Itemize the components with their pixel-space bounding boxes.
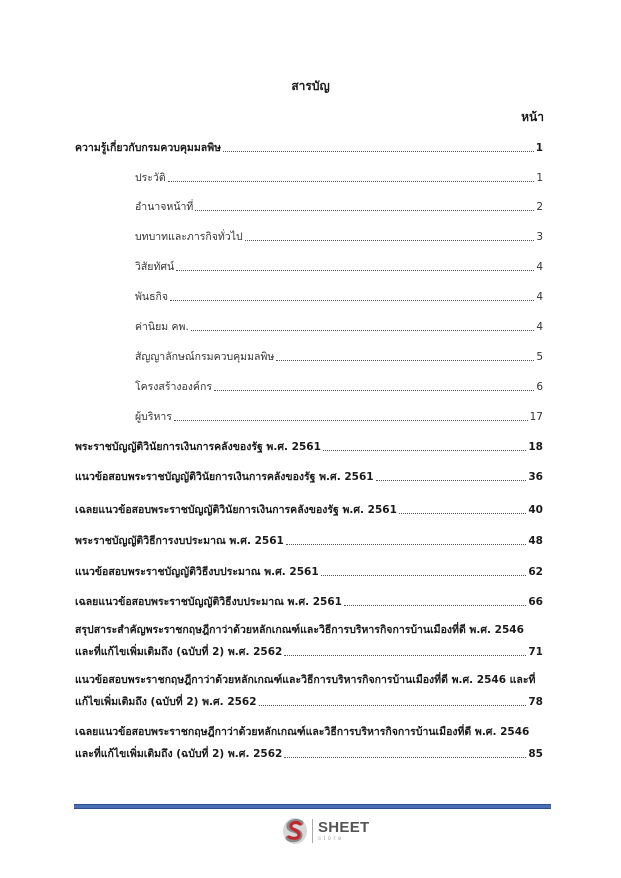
- leader-dots: [344, 605, 526, 606]
- leader-dots: [174, 420, 528, 421]
- toc-entry-page: 3: [536, 231, 543, 243]
- leader-dots: [170, 300, 534, 301]
- leader-dots: [284, 655, 526, 656]
- toc-entry-title: เฉลยแนวข้อสอบพระราชบัญญัติวิธีงบประมาณ พ.ศ. 2561: [75, 596, 342, 608]
- toc-entry-title-line1: เฉลยแนวข้อสอบพระราชกฤษฎีกาว่าด้วยหลักเกณฑ์และวิธีการบริหารกิจการบ้านเมืองที่ดี พ.ศ. 2546: [75, 726, 530, 738]
- leader-dots: [191, 330, 535, 331]
- toc-entry[interactable]: [0, 672, 621, 712]
- toc-entry-page: 18: [528, 441, 543, 453]
- toc-entry-title: ความรู้เกี่ยวกับกรมควบคุมมลพิษ: [75, 142, 222, 154]
- toc-entry-page: 1: [535, 142, 543, 154]
- toc-entry-page: 5: [536, 351, 543, 363]
- toc-entry-page: 36: [528, 471, 543, 483]
- leader-dots: [214, 390, 534, 391]
- toc-entry-page: 4: [536, 261, 543, 273]
- toc-entry-page: 48: [528, 535, 543, 547]
- leader-dots: [321, 575, 527, 576]
- leader-dots: [284, 757, 526, 758]
- toc-entry-title: เฉลยแนวข้อสอบพระราชบัญญัติวินัยการเงินการคลังของรัฐ พ.ศ. 2561: [75, 504, 397, 516]
- toc-entry-page: 66: [528, 596, 543, 608]
- sheet-store-logo: [282, 815, 370, 847]
- leader-dots: [195, 210, 534, 211]
- toc-entry-page: 4: [536, 321, 543, 333]
- leader-dots: [176, 270, 534, 271]
- toc-entry-title: ผู้บริหาร: [135, 411, 172, 423]
- leader-dots: [168, 181, 535, 182]
- toc-entry-title: โครงสร้างองค์กร: [135, 381, 212, 393]
- toc-entry-title: แนวข้อสอบพระราชบัญญัติวินัยการเงินการคลังของรัฐ พ.ศ. 2561: [75, 471, 374, 483]
- toc-entry-title: แก้ไขเพิ่มเติมถึง (ฉบับที่ 2) พ.ศ. 2562: [75, 696, 257, 708]
- toc-entry-page: 4: [536, 291, 543, 303]
- sheet-store-s-logo-icon: [282, 817, 308, 845]
- leader-dots: [286, 544, 527, 545]
- leader-dots: [276, 360, 534, 361]
- logo-divider: [312, 819, 313, 843]
- toc-entry-title: แนวข้อสอบพระราชบัญญัติวิธีงบประมาณ พ.ศ. 2561: [75, 566, 319, 578]
- toc-entry-page: 62: [528, 566, 543, 578]
- brand-sub: store: [318, 836, 344, 842]
- toc-entry-title: ค่านิยม คพ.: [135, 321, 189, 333]
- toc-entry-title: สัญญาลักษณ์กรมควบคุมมลพิษ: [135, 351, 275, 363]
- leader-dots: [399, 513, 526, 514]
- toc-entry-title: บทบาทและภารกิจทั่วไป: [135, 231, 243, 243]
- toc-entry-title-line1: สรุปสาระสำคัญพระราชกฤษฎีกาว่าด้วยหลักเกณฑ์และวิธีการบริหารกิจการบ้านเมืองที่ดี พ.ศ. 2546: [75, 624, 524, 636]
- toc-entry-title: อำนาจหน้าที่: [135, 201, 194, 213]
- toc-entry-title: และที่แก้ไขเพิ่มเติมถึง (ฉบับที่ 2) พ.ศ. 2562: [75, 748, 283, 760]
- toc-entry[interactable]: [0, 724, 621, 764]
- page-title: สารบัญ: [291, 79, 330, 93]
- leader-dots: [223, 151, 534, 152]
- leader-dots: [245, 240, 535, 241]
- leader-dots: [376, 480, 527, 481]
- toc-entry-page: 78: [528, 696, 543, 708]
- toc-entry-title: และที่แก้ไขเพิ่มเติมถึง (ฉบับที่ 2) พ.ศ. 2562: [75, 646, 283, 658]
- toc-entry-title: พระราชบัญญัติวิธีการงบประมาณ พ.ศ. 2561: [75, 535, 284, 547]
- toc-entry-title: พระราชบัญญัติวินัยการเงินการคลังของรัฐ พ.ศ. 2561: [75, 441, 321, 453]
- leader-dots: [259, 705, 527, 706]
- toc-entry-page: 71: [528, 646, 543, 658]
- toc-entry[interactable]: [0, 622, 621, 662]
- toc-entry-page: 40: [528, 504, 543, 516]
- toc-entry-title: วิสัยทัศน์: [135, 261, 175, 273]
- page-column-header: หน้า: [521, 110, 544, 124]
- toc-entry-page: 6: [536, 381, 543, 393]
- leader-dots: [323, 450, 527, 451]
- toc-entry-page: 1: [536, 172, 543, 184]
- toc-entry-page: 17: [529, 411, 543, 423]
- toc-entry-page: 85: [528, 748, 543, 760]
- toc-entry-title: พันธกิจ: [135, 291, 169, 303]
- footer-rule: [74, 804, 551, 809]
- brand-main: SHEET: [318, 819, 370, 836]
- toc-entry-title-line1: แนวข้อสอบพระราชกฤษฎีกาว่าด้วยหลักเกณฑ์และวิธีการบริหารกิจการบ้านเมืองที่ดี พ.ศ. 2546 และที่: [75, 674, 536, 686]
- toc-entry-title: ประวัติ: [135, 172, 166, 184]
- toc-entry-page: 2: [536, 201, 543, 213]
